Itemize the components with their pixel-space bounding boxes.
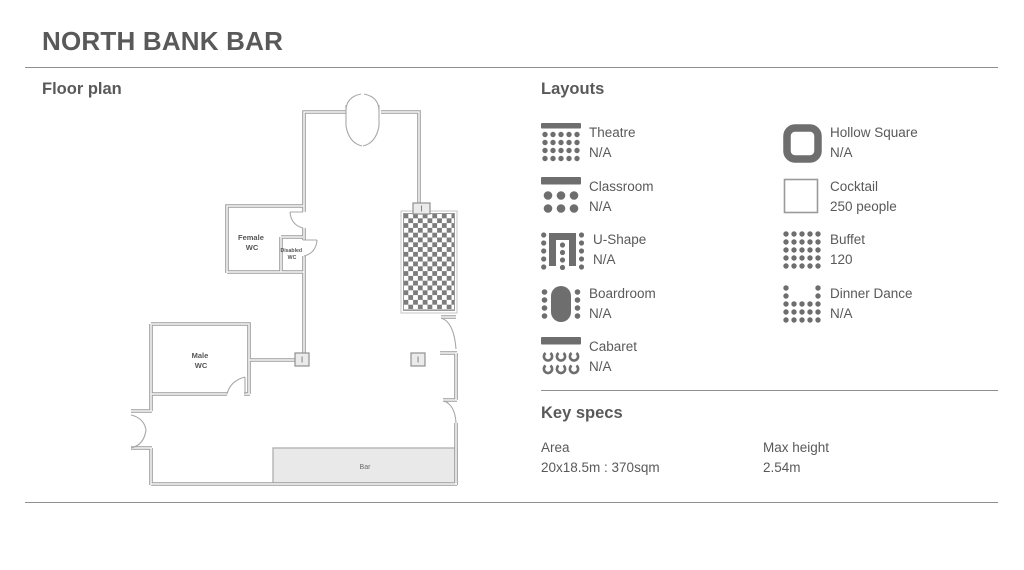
layout-label: Cabaret: [589, 339, 638, 354]
spec-label: Area: [541, 440, 570, 455]
disabled-wc-label: Disabled WC: [280, 248, 303, 261]
spec-label: Max height: [763, 440, 830, 455]
dinner-dance-icon: [782, 284, 822, 324]
layout-label: Classroom: [589, 179, 654, 194]
layout-value: 120: [830, 251, 853, 267]
theatre-icon: [541, 123, 581, 163]
keyspecs-rule: [541, 390, 998, 391]
buffet-icon: [782, 230, 822, 270]
u-shape-icon: [541, 230, 585, 270]
layout-value: N/A: [589, 358, 612, 374]
layout-value: 250 people: [830, 198, 897, 214]
keyspecs-heading: Key specs: [541, 404, 623, 422]
bar-label: Bar: [359, 464, 371, 471]
layout-label: Theatre: [589, 125, 636, 140]
layout-item-theatre: [541, 123, 636, 163]
svg-text:I: I: [420, 203, 423, 214]
page-title: NORTH BANK BAR: [42, 26, 284, 56]
layout-item-cabaret: [541, 337, 637, 377]
svg-text:I: I: [300, 354, 304, 365]
layout-item-u-shape: [541, 230, 646, 270]
column-icon: [295, 353, 309, 366]
svg-text:I: I: [416, 354, 420, 365]
spec-area: [541, 438, 660, 477]
layout-label: Boardroom: [589, 286, 656, 301]
cabaret-icon: [541, 337, 581, 377]
layouts-heading: Layouts: [541, 80, 605, 98]
layout-label: Buffet: [830, 232, 866, 247]
boardroom-icon: [541, 284, 581, 324]
layout-value: N/A: [830, 305, 853, 321]
layout-label: Dinner Dance: [830, 286, 913, 301]
bar-area: [273, 448, 457, 484]
spec-max-height: [763, 438, 829, 477]
layout-item-buffet: [782, 230, 865, 270]
layout-value: N/A: [589, 305, 612, 321]
layout-label: Cocktail: [830, 179, 879, 194]
layout-item-classroom: [541, 177, 654, 217]
floor-plan: [120, 88, 470, 498]
spec-value: 2.54m: [763, 459, 801, 475]
classroom-icon: [541, 177, 581, 217]
layout-value: N/A: [593, 251, 616, 267]
layout-item-boardroom: [541, 284, 656, 324]
layout-label: U-Shape: [593, 232, 647, 247]
male-wc-label: Male WC: [191, 351, 209, 370]
column-icon: [411, 353, 425, 366]
layout-value: N/A: [589, 198, 612, 214]
column-icon: [413, 203, 430, 214]
layout-label: Hollow Square: [830, 125, 918, 140]
layout-value: N/A: [830, 144, 853, 160]
layout-item-cocktail: [782, 177, 897, 217]
layout-item-hollow-square: [782, 123, 918, 163]
female-wc-label: Female WC: [238, 233, 264, 252]
spec-value: 20x18.5m : 370sqm: [541, 459, 660, 475]
title-rule: [25, 67, 998, 68]
bottom-rule: [25, 502, 998, 503]
layout-item-dinner-dance: [782, 284, 913, 324]
stairs-checkered-block: [401, 211, 457, 313]
cocktail-icon: [782, 177, 822, 217]
hollow-square-icon: [782, 123, 822, 163]
layout-value: N/A: [589, 144, 612, 160]
floorplan-heading: Floor plan: [42, 80, 122, 98]
